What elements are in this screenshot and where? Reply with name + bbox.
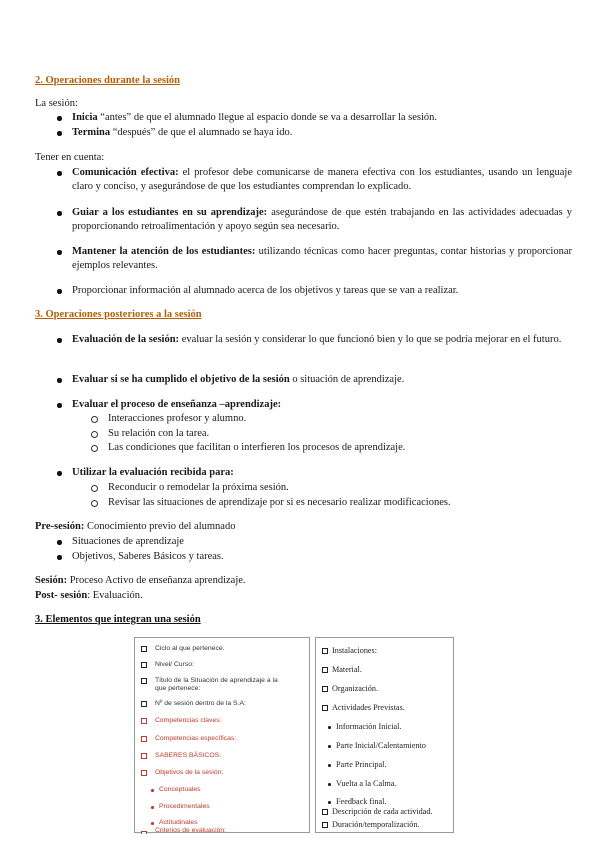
checkbox-icon [141,701,147,707]
table-item: Procedimentales [159,803,210,810]
table-item: Nivel/ Curso: [155,661,194,668]
circle-bullet-icon [91,441,99,455]
bullet-icon [57,550,65,564]
circle-bullet-icon [91,412,99,426]
list-item: Objetivos, Saberes Básicos y tareas. [72,551,224,562]
table-item: Nº de sesión dentro de la S.A: [155,700,246,707]
list-item: Evaluar el proceso de enseñanza –aprendizaje: [72,399,282,410]
table-item: Conceptuales [159,786,201,793]
table-item: Competencias claves: [155,717,222,724]
table-item: Vuelta a la Calma. [336,779,397,788]
checkbox-icon [322,822,328,828]
sub-item: Interacciones profesor y alumno. [108,413,247,424]
table-item: Ciclo al que pertenece. [155,645,225,652]
sub-dot-icon [328,764,331,767]
table-item: Parte Principal. [336,760,387,769]
table-item: Organización. [332,684,378,693]
table-item: Parte Inicial/Calentamiento [336,741,426,750]
circle-bullet-icon [91,496,99,510]
bullet-icon [57,111,65,125]
bullet-icon [57,398,65,412]
checkbox-icon [322,667,328,673]
table-item: Instalaciones: [332,646,378,655]
sub-dot-icon [151,806,154,809]
checkbox-icon [141,770,147,776]
checkbox-icon [141,736,147,742]
table-item: Objetivos de la sesión: [155,769,224,776]
session-intro: La sesión: [35,98,78,109]
post-session-line: Post- sesión: Evaluación. [35,590,143,601]
list-item: Inicia “antes” de que el alumnado llegue al espacio donde se va a desarrollar la sesión. [72,112,438,123]
checkbox-icon [141,646,147,652]
checkbox-icon [141,678,147,684]
table-item: Feedback final. [336,797,387,806]
bullet-icon [57,166,65,180]
bullet-icon [57,466,65,480]
table-item: Información Inicial. [336,722,402,731]
checkbox-icon [322,686,328,692]
sub-dot-icon [328,726,331,729]
session-elements-table [134,637,454,833]
list-item: Mantener la atención de los estudiantes: utilizando técnicas como hacer preguntas, contar historias y proporcionar ejemplos relevantes. [72,246,572,271]
list-item: Situaciones de aprendizaje [72,536,184,547]
sub-dot-icon [328,783,331,786]
table-item: Actividades Previstas. [332,703,405,712]
circle-bullet-icon [91,481,99,495]
bullet-icon [57,373,65,387]
sub-item: Su relación con la tarea. [108,428,210,439]
table-left-column [134,637,310,833]
table-item: Material. [332,665,362,674]
bullet-icon [57,126,65,140]
checkbox-icon [322,705,328,711]
table-item: Descripción de cada actividad. [332,807,433,816]
list-item: Comunicación efectiva: el profesor debe comunicarse de manera efectiva con los estudiantes, usando un lenguaje claro y conciso, y asegurándose de que los estudiantes comprendan lo explicado. [72,167,572,192]
circle-bullet-icon [91,427,99,441]
list-item: Termina “después” de que el alumnado se haya ido. [72,127,293,138]
sub-item: Las condiciones que facilitan o interfieren los procesos de aprendizaje. [108,442,406,453]
session-line: Sesión: Proceso Activo de enseñanza aprendizaje. [35,575,246,586]
sub-item: Reconducir o remodelar la próxima sesión. [108,482,289,493]
list-item: Guiar a los estudiantes en su aprendizaje: asegurándose de que estén trabajando en las actividades adecuadas y proporcionando retroalimentación y apoyo según sea necesario. [72,207,572,232]
table-item: Competencias específicas: [155,735,237,742]
checkbox-icon [141,753,147,759]
bullet-icon [57,284,65,298]
table-item: Actitudinales [159,819,198,826]
checkbox-icon [322,648,328,654]
sub-dot-icon [151,789,154,792]
bullet-icon [57,333,65,347]
checkbox-icon [322,809,328,815]
bullet-icon [57,206,65,220]
table-item: que pertenece: [155,685,201,692]
list-item: Evaluar si se ha cumplido el objetivo de la sesión o situación de aprendizaje. [72,374,405,385]
bullet-icon [57,535,65,549]
pre-session-line: Pre-sesión: Conocimiento previo del alumnado [35,521,236,532]
checkbox-icon [141,831,147,834]
section-heading-elements: 3. Elementos que integran una sesión [35,614,201,625]
checkbox-icon [141,662,147,668]
bullet-icon [57,245,65,259]
list-item: Utilizar la evaluación recibida para: [72,467,234,478]
sub-item: Revisar las situaciones de aprendizaje por si es necesario realizar modificaciones. [108,497,451,508]
table-item: SABERES BÁSICOS: [155,752,222,759]
list-item: Proporcionar información al alumnado acerca de los objetivos y tareas que se van a realizar. [72,285,459,296]
table-item: Título de la Situación de aprendizaje a la [155,677,278,684]
table-right-column [315,637,454,833]
table-item: Duración/temporalización. [332,820,420,829]
section-heading-2: 2. Operaciones durante la sesión [35,75,180,86]
sub-dot-icon [328,745,331,748]
table-item: Criterios de evaluación: [155,827,227,833]
sub-dot-icon [151,822,154,825]
checkbox-icon [141,718,147,724]
note-label: Tener en cuenta: [35,152,105,163]
list-item: Evaluación de la sesión: evaluar la sesión y considerar lo que funcionó bien y lo que se podría mejorar en el futuro. [72,334,562,345]
sub-dot-icon [328,801,331,804]
section-heading-3: 3. Operaciones posteriores a la sesión [35,309,202,320]
